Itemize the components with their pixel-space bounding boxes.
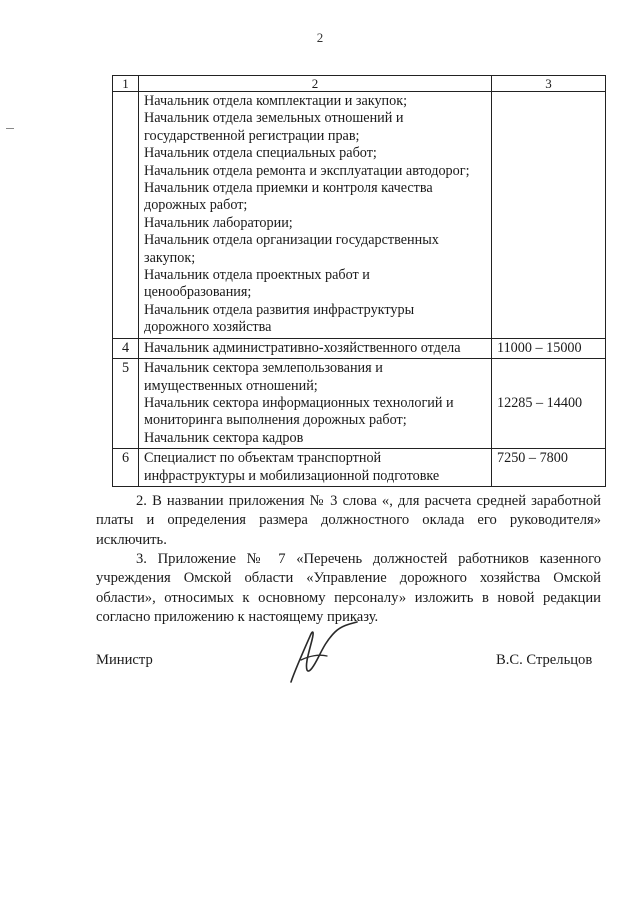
position-line: Начальник отдела ремонта и эксплуатации автодорог;: [144, 162, 470, 179]
row-salary: 12285 – 14400: [492, 359, 606, 449]
position-line: Начальник сектора информационных технологий и: [144, 394, 454, 411]
row-number: 4: [113, 338, 139, 358]
position-line: Начальник отдела комплектации и закупок;: [144, 93, 408, 109]
row-number: 5: [113, 359, 139, 449]
row-positions: [139, 449, 492, 487]
header-col-3: 3: [492, 76, 606, 92]
header-col-2: 2: [139, 76, 492, 92]
table-row: [113, 92, 606, 339]
row-positions: [139, 338, 492, 358]
row-number: [113, 92, 139, 339]
table-row: [113, 359, 606, 449]
signatory-title: Министр: [96, 652, 153, 668]
row-salary: [492, 92, 606, 339]
row-salary: 11000 – 15000: [492, 338, 606, 358]
position-line: инфраструктуры и мобилизационной подготовке: [144, 467, 440, 484]
positions-table: [112, 75, 606, 487]
header-col-1: 1: [113, 76, 139, 92]
position-line: дорожного хозяйства: [144, 319, 272, 336]
position-line: Начальник отдела земельных отношений и: [144, 110, 404, 127]
position-line: Начальник сектора кадров: [144, 429, 304, 446]
position-line: Начальник отдела специальных работ;: [144, 145, 377, 162]
position-line: Начальник административно-хозяйственного отдела: [144, 339, 461, 356]
handwritten-signature: [283, 620, 363, 686]
paragraph-3: 3. Приложение № 7 «Перечень должностей работников казенного учреждения Омской области «Управление дорожного хозяйства Омской области», относимых к основному персоналу» изложить в новой редакции согласно приложению к настоящему приказу.: [96, 551, 601, 626]
position-line: закупок;: [144, 249, 196, 266]
row-number: 6: [113, 449, 139, 487]
row-positions: [139, 92, 492, 339]
position-line: Начальник отдела организации государственных: [144, 232, 439, 249]
position-line: Специалист по объектам транспортной: [144, 450, 382, 467]
table-row: [113, 338, 606, 358]
position-line: имущественных отношений;: [144, 377, 318, 394]
position-line: Начальник сектора землепользования и: [144, 360, 383, 377]
table-header-row: [113, 76, 606, 92]
position-line: Начальник отдела развития инфраструктуры: [144, 301, 415, 318]
position-line: государственной регистрации прав;: [144, 127, 360, 144]
paragraph-2: 2. В названии приложения № 3 слова «, для расчета средней заработной платы и определения размера должностного оклада его руководителя» исключить.: [96, 493, 601, 548]
page-number: 2: [316, 30, 324, 45]
signatory-name: В.С. Стрельцов: [496, 652, 593, 668]
table-row: [113, 449, 606, 487]
position-line: Начальник отдела приемки и контроля качества: [144, 180, 433, 197]
row-positions: [139, 359, 492, 449]
position-line: Начальник лаборатории;: [144, 214, 293, 231]
position-line: Начальник отдела проектных работ и: [144, 267, 370, 284]
row-salary: 7250 – 7800: [492, 449, 606, 487]
position-line: дорожных работ;: [144, 197, 248, 214]
position-line: мониторинга выполнения дорожных работ;: [144, 412, 407, 429]
margin-mark: [6, 128, 14, 129]
position-line: ценообразования;: [144, 284, 252, 301]
